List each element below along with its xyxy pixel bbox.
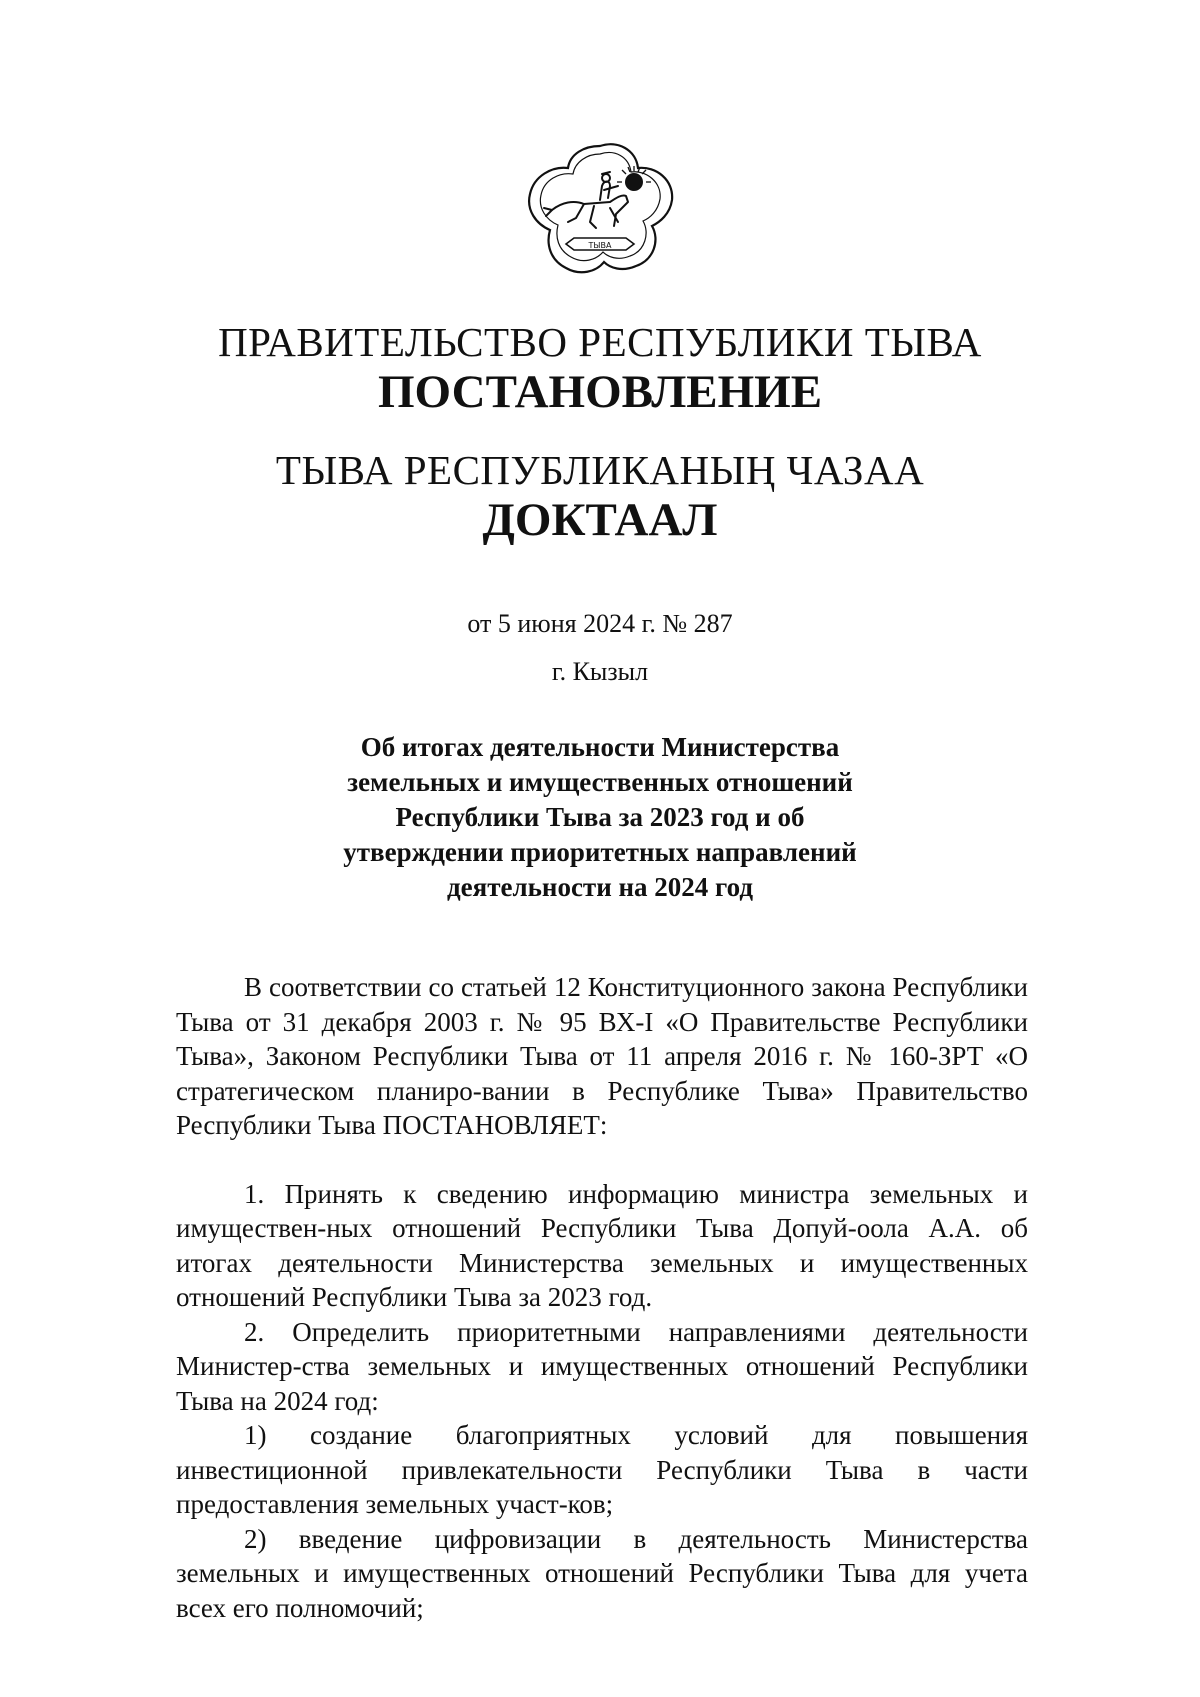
subitem-1-paragraph: 1) создание благоприятных условий для повышения инвестиционной привлекательности Республики Тыва в части предоставления земельных участ-ков; <box>176 1420 1028 1519</box>
item-2-paragraph: 2. Определить приоритетными направлениями деятельности Министер-ства земельных и имущественных отношений Республики Тыва на 2024 год: <box>176 1316 1028 1416</box>
decree-body <box>176 970 1028 1625</box>
decree-subject <box>330 730 870 905</box>
subitem-2-paragraph: 2) введение цифровизации в деятельность Министерства земельных и имущественных отношений Республики Тыва для учета всех его полномочий; <box>176 1523 1028 1623</box>
subject-line: деятельности на 2024 год <box>446 872 754 902</box>
decree-title-tyv: ДОКТААЛ <box>482 494 718 546</box>
government-title-tyv: ТЫВА РЕСПУБЛИКАНЫҢ ЧАЗАА <box>275 447 925 493</box>
emblem-ribbon-text: ТЫВА <box>588 241 612 250</box>
subject-line: Об итогах деятельности Министерства <box>360 732 840 762</box>
item-1-paragraph: 1. Принять к сведению информацию министра земельных и имуществен-ных отношений Республики Тыва Допуй-оола А.А. об итогах деятельности Министерства земельных и имущественных отношений Республики Тыва за 2023 год. <box>176 1178 1028 1312</box>
decree-title-ru: ПОСТАНОВЛЕНИЕ <box>377 366 823 418</box>
subject-line: Республики Тыва за 2023 год и об <box>395 802 805 832</box>
date-and-number: от 5 июня 2024 г. № 287 <box>467 609 733 638</box>
subject-line: утверждении приоритетных направлений <box>343 837 857 867</box>
preamble-paragraph: В соответствии со статьей 12 Конституционного закона Республики Тыва от 31 декабря 2003 г. № 95 ВХ-I «О Правительстве Республики Тыва», Законом Республики Тыва от 11 апреля 2016 г. № 160-ЗРТ «О стратегическом планиро-вании в Республике Тыва» Правительство Республики Тыва ПОСТАНОВЛЯЕТ: <box>176 972 1028 1140</box>
subject-line: земельных и имущественных отношений <box>347 767 853 797</box>
tuva-emblem-icon <box>518 136 682 286</box>
city: г. Кызыл <box>551 657 649 686</box>
government-title-ru: ПРАВИТЕЛЬСТВО РЕСПУБЛИКИ ТЫВА <box>218 319 982 365</box>
